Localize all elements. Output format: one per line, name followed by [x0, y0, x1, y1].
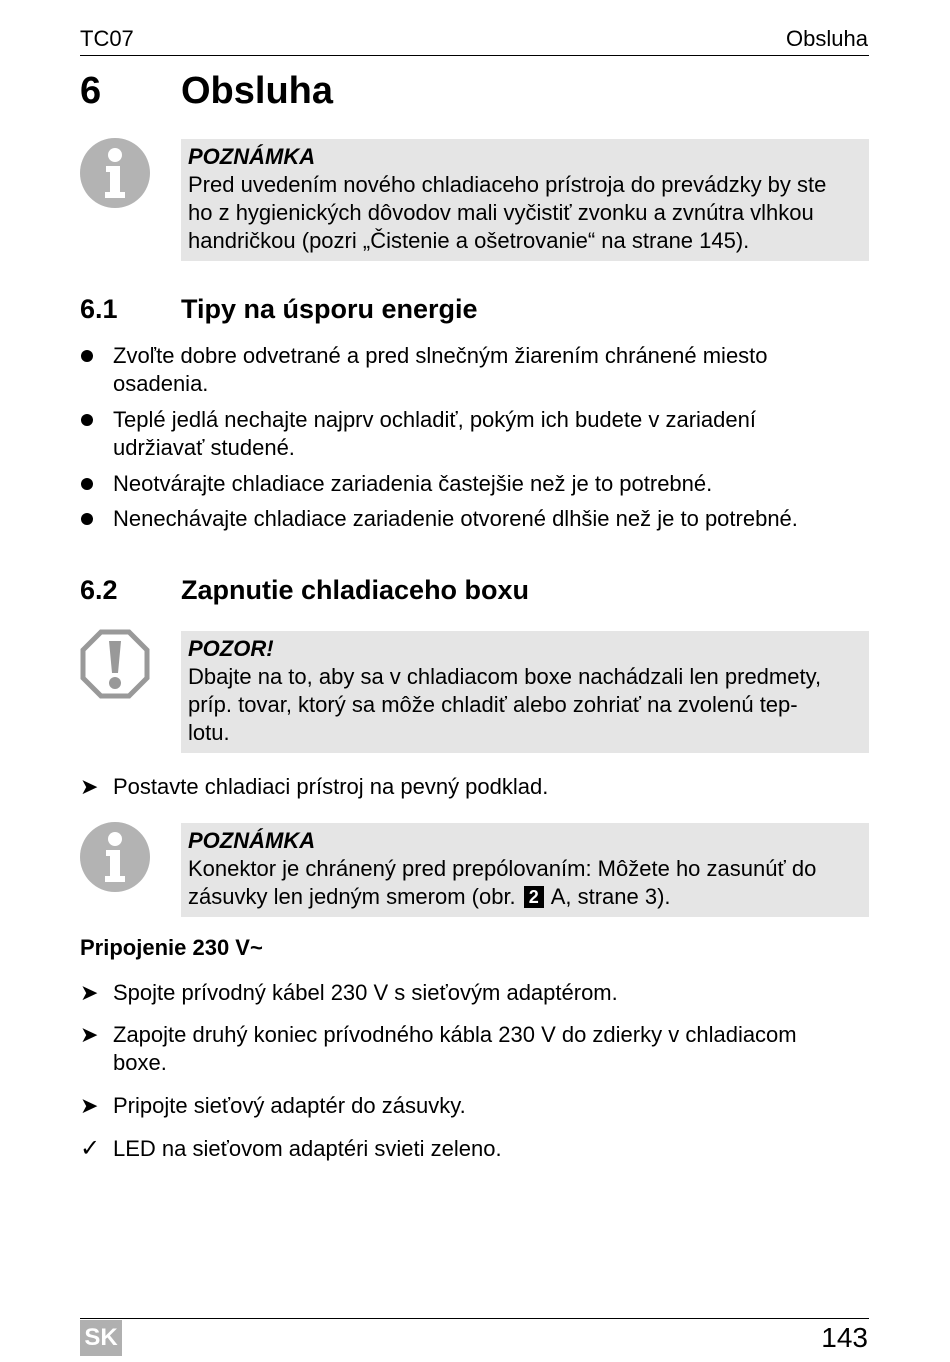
note-title: POZNÁMKA	[188, 828, 316, 853]
note-box-2	[181, 823, 869, 917]
note-line: ho z hygienických dôvodov mali vyčistiť zvonku a zvnútra vlhkou	[188, 200, 814, 225]
figure-number-badge: 2	[524, 886, 544, 908]
list-item: Zvoľte dobre odvetrané a pred slnečným žiarením chránené miesto osadenia.	[80, 342, 869, 398]
note-line: Konektor je chránený pred prepólovaním: Môžete ho zasunúť do	[188, 856, 817, 881]
list-item: Nenechávajte chladiace zariadenie otvorené dlhšie než je to potrebné.	[80, 505, 869, 533]
step-item: ➤ Zapojte druhý koniec prívodného kábla 230 V do zdierky v chladiacom boxe.	[80, 1022, 797, 1075]
language-tab: SK	[80, 1320, 122, 1356]
step-item: ➤ Postavte chladiaci prístroj na pevný podklad.	[80, 774, 549, 799]
step-item: ➤ Pripojte sieťový adaptér do zásuvky.	[80, 1093, 466, 1118]
note-box-1	[181, 139, 869, 261]
caution-line: Dbajte na to, aby sa v chladiacom boxe nachádzali len predmety,	[188, 664, 822, 689]
arrow-right-icon: ➤	[80, 774, 99, 799]
caution-box	[181, 631, 869, 753]
bullet-icon	[81, 350, 93, 362]
chapter-title: Obsluha	[181, 70, 334, 112]
section-title: Zapnutie chladiaceho boxu	[181, 575, 530, 605]
footer-rule	[80, 1318, 869, 1319]
list-item: Neotvárajte chladiace zariadenia častejšie než je to potrebné.	[80, 470, 869, 498]
exclamation-octagon-icon	[80, 629, 150, 699]
caution-title: POZOR!	[188, 636, 274, 661]
section-number: 6.1	[80, 294, 118, 324]
header-right: Obsluha	[786, 26, 868, 51]
caution-line: lotu.	[188, 720, 230, 745]
arrow-right-icon: ➤	[80, 980, 99, 1005]
bullet-icon	[81, 414, 93, 426]
info-icon	[80, 822, 150, 892]
section-title: Tipy na úsporu energie	[181, 294, 478, 324]
note-line: handričkou (pozri „Čistenie a ošetrovanie“ na strane 145).	[188, 228, 750, 253]
bullet-icon	[81, 513, 93, 525]
info-icon	[80, 138, 150, 208]
subheading: Pripojenie 230 V~	[80, 935, 263, 960]
arrow-right-icon: ➤	[80, 1093, 99, 1118]
section-number: 6.2	[80, 575, 118, 605]
note-title: POZNÁMKA	[188, 144, 316, 169]
arrow-right-icon: ➤	[80, 1022, 99, 1047]
caution-line: príp. tovar, ktorý sa môže chladiť alebo zohriať na zvolenú tep-	[188, 692, 798, 717]
note-line: Pred uvedením nového chladiaceho prístroja do prevádzky by ste	[188, 172, 827, 197]
page-number: 143	[821, 1322, 868, 1353]
bullet-icon	[81, 478, 93, 490]
chapter-number: 6	[80, 70, 102, 112]
note-line: zásuvky len jedným smerom (obr. 2 A, strane 3).	[188, 884, 671, 909]
header-left: TC07	[80, 26, 134, 51]
step-item: ➤ Spojte prívodný kábel 230 V s sieťovým adaptérom.	[80, 980, 618, 1005]
list-item: Teplé jedlá nechajte najprv ochladiť, pokým ich budete v zariadení udržiavať studené.	[80, 406, 869, 462]
result-item: ✓ LED na sieťovom adaptéri svieti zeleno.	[80, 1135, 502, 1162]
check-icon: ✓	[80, 1135, 101, 1162]
header-rule	[80, 55, 869, 56]
